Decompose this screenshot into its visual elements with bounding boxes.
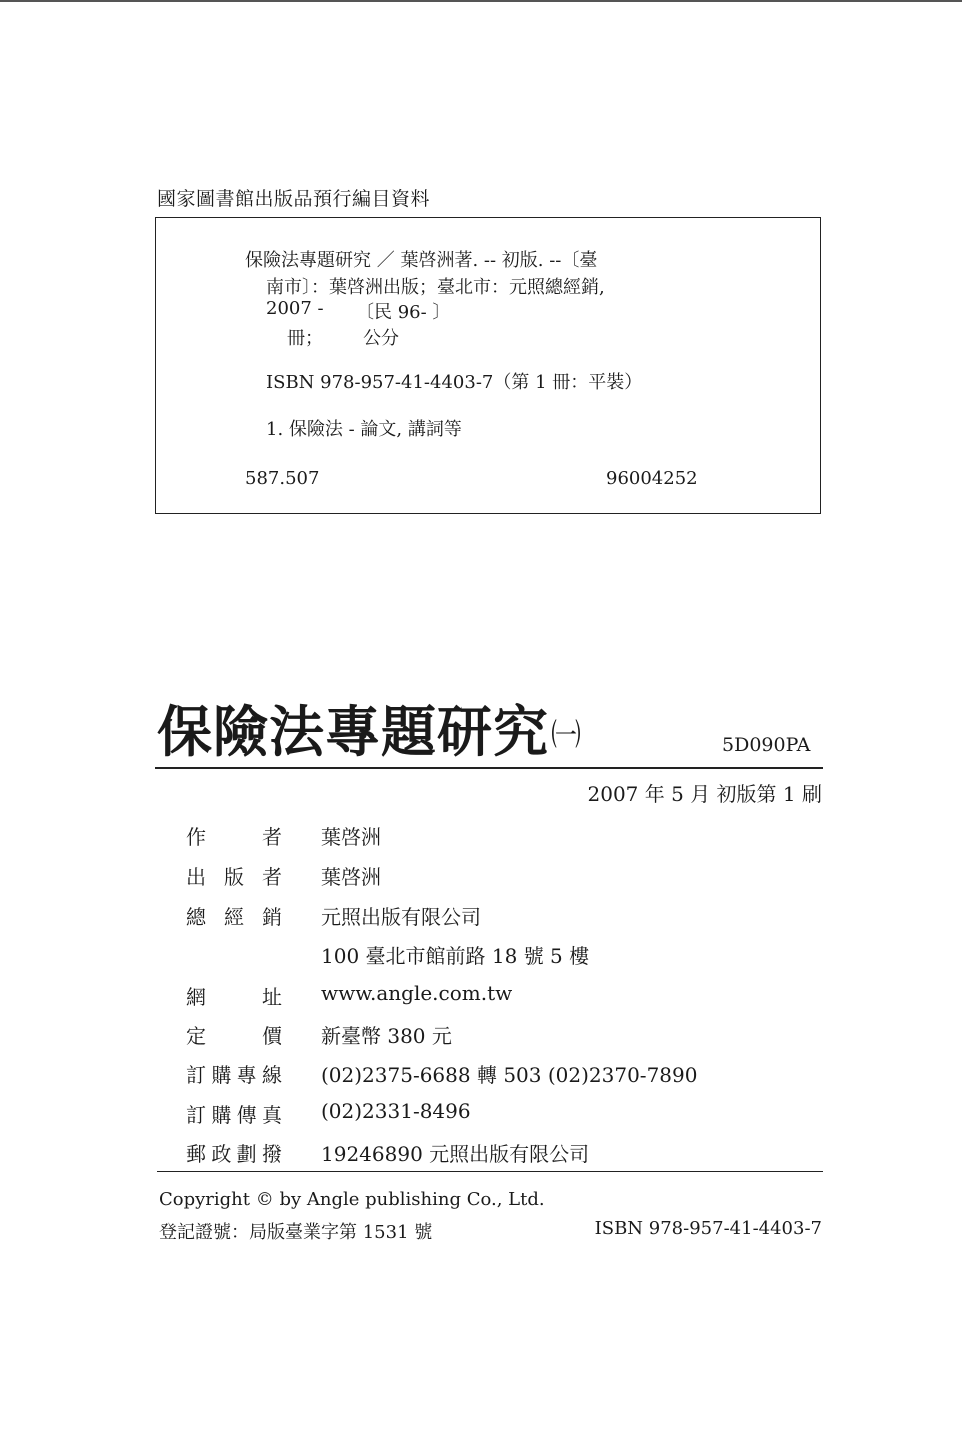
cip-isbn: ISBN 978-957-41-4403-7（第 1 冊：平裝）: [266, 372, 643, 393]
order-fax-label: 訂購傳真: [186, 1103, 282, 1127]
cip-year: 2007 -: [266, 298, 324, 319]
website-value: www.angle.com.tw: [321, 981, 513, 1005]
cip-minguo-year: 〔民 96- 〕: [356, 302, 451, 323]
distributor-address: 100 臺北市館前路 18 號 5 樓: [321, 944, 590, 968]
cip-classification: 587.507: [245, 468, 320, 489]
edition-line: 2007 年 5 月 初版第 1 刷: [587, 782, 822, 806]
cip-record-number: 96004252: [606, 468, 698, 489]
order-phone-label: 訂購專線: [186, 1063, 282, 1087]
book-title-text: 保險法專題研究: [157, 699, 550, 764]
footer-rule: [157, 1171, 823, 1172]
distributor-label: 總經銷: [186, 905, 282, 929]
postal-transfer-label: 郵政劃撥: [186, 1142, 282, 1166]
cip-subject: 1. 保險法 - 論文, 講詞等: [266, 419, 462, 440]
copyright-notice: Copyright © by Angle publishing Co., Ltd.: [159, 1189, 545, 1210]
cip-heading: 國家圖書館出版品預行編目資料: [157, 188, 431, 210]
cip-size-label: 公分: [363, 328, 399, 349]
author-value: 葉啓洲: [321, 825, 381, 849]
author-label: 作 者: [186, 825, 282, 849]
series-code: 5D090PA: [722, 734, 811, 756]
cip-record-box: [155, 217, 821, 514]
order-fax-value: (02)2331-8496: [321, 1099, 471, 1123]
cip-publisher-line: 南市〕：葉啓洲出版；臺北市：元照總經銷,: [266, 277, 605, 298]
price-label: 定 價: [186, 1024, 282, 1048]
title-rule: [155, 767, 823, 769]
postal-transfer-value: 19246890 元照出版有限公司: [321, 1142, 590, 1166]
volume-number: ㈠: [551, 718, 583, 753]
cip-volume-label: 冊；: [287, 328, 323, 349]
registration-number: 登記證號：局版臺業字第 1531 號: [159, 1222, 433, 1243]
distributor-value: 元照出版有限公司: [321, 905, 481, 929]
cip-title-line: 保險法專題研究 ／ 葉啓洲著. -- 初版. --〔臺: [245, 250, 598, 271]
footer-isbn: ISBN 978-957-41-4403-7: [594, 1218, 822, 1239]
order-phone-value: (02)2375-6688 轉 503 (02)2370-7890: [321, 1063, 698, 1087]
publisher-label: 出版者: [186, 865, 282, 889]
book-title: [157, 688, 582, 767]
top-border-rule: [0, 0, 962, 2]
publisher-value: 葉啓洲: [321, 865, 381, 889]
website-label: 網 址: [186, 985, 282, 1009]
price-value: 新臺幣 380 元: [321, 1024, 452, 1048]
